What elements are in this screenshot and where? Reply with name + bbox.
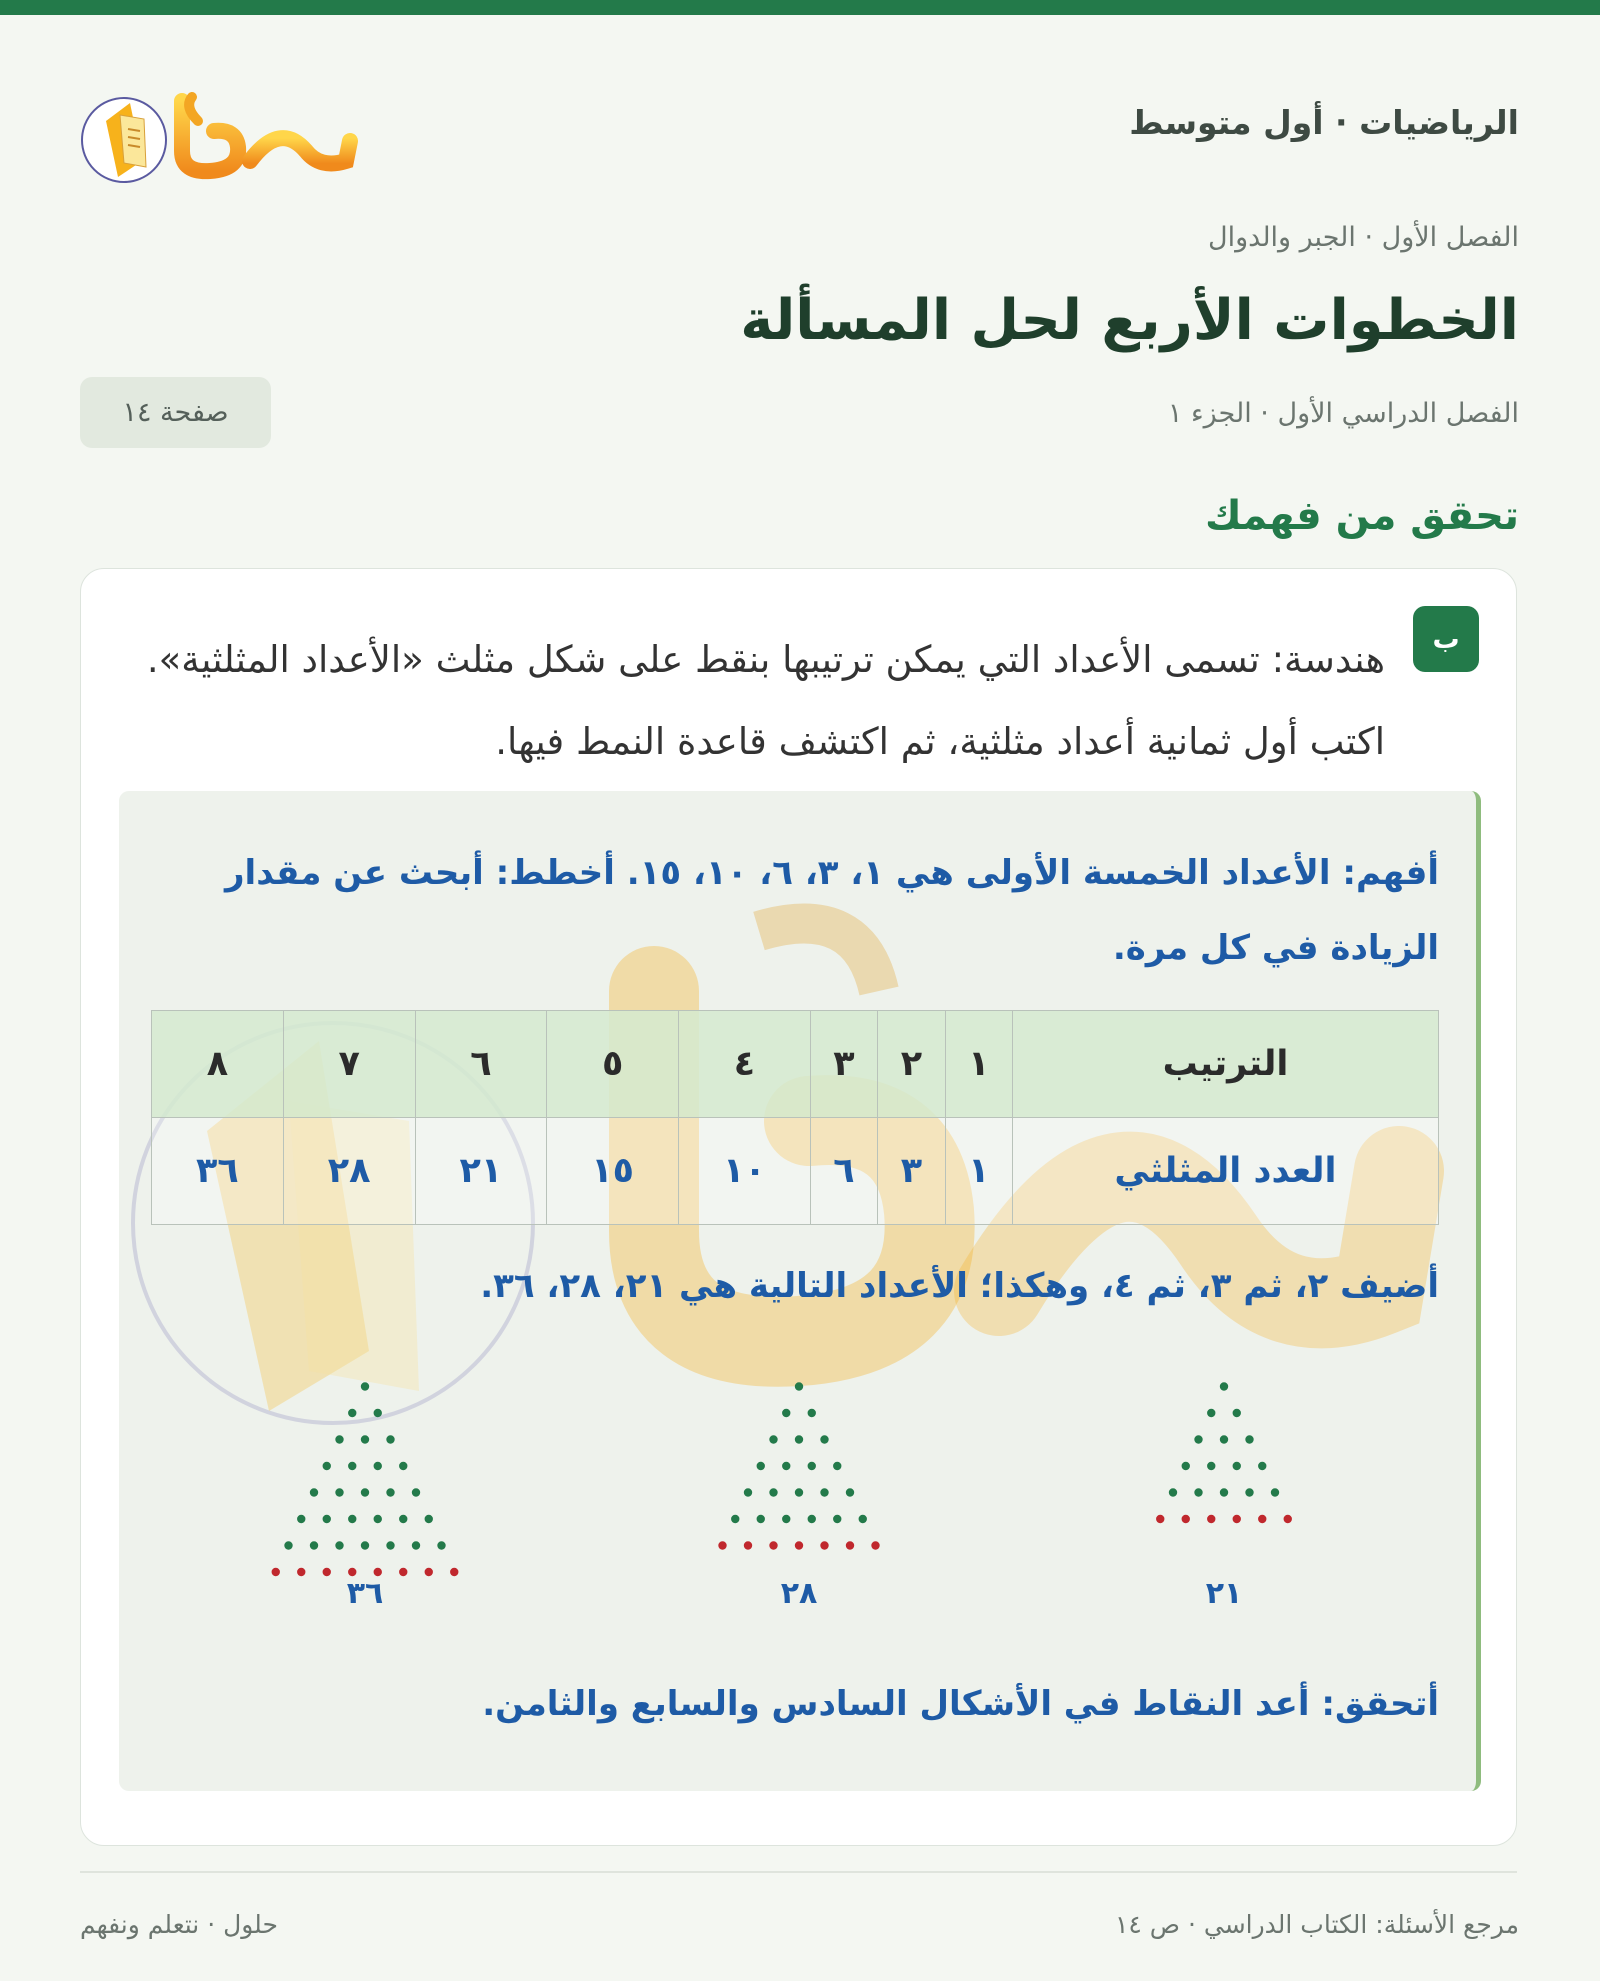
dot bbox=[425, 1515, 433, 1523]
footer-divider bbox=[80, 1871, 1517, 1873]
dot bbox=[412, 1541, 420, 1549]
dot bbox=[820, 1435, 828, 1443]
dot bbox=[374, 1462, 382, 1470]
dot bbox=[1245, 1435, 1253, 1443]
row-label-triangular: العدد المثلثي bbox=[1013, 1118, 1439, 1225]
step-check: أتحقق: أعد النقاط في الأشكال السادس والسابع والثامن. bbox=[482, 1684, 1439, 1724]
dot bbox=[323, 1515, 331, 1523]
dot bbox=[744, 1541, 752, 1549]
dot-figure-7 bbox=[718, 1382, 879, 1611]
dot bbox=[297, 1515, 305, 1523]
dot bbox=[744, 1488, 752, 1496]
dot bbox=[718, 1541, 726, 1549]
page bbox=[0, 15, 1600, 1981]
table-cell: ١٥ bbox=[547, 1118, 679, 1225]
dot bbox=[1245, 1488, 1253, 1496]
dot bbox=[386, 1488, 394, 1496]
dot bbox=[769, 1435, 777, 1443]
step-understand-plan: أفهم: الأعداد الخمسة الأولى هي ١، ٣، ٦، ١٠، ١٥. أخطط: أبحث عن مقدار الزيادة في كل مرة. bbox=[224, 853, 1439, 968]
table-cell: ٣ bbox=[810, 1011, 877, 1118]
figure-count-label: ٢٨ bbox=[780, 1576, 818, 1611]
dot bbox=[782, 1462, 790, 1470]
dot bbox=[323, 1462, 331, 1470]
dot bbox=[1258, 1462, 1266, 1470]
dot bbox=[386, 1435, 394, 1443]
dot bbox=[272, 1568, 280, 1576]
table-row-values bbox=[152, 1118, 1439, 1225]
dot bbox=[1207, 1515, 1215, 1523]
table-cell: ١ bbox=[945, 1118, 1012, 1225]
table-cell: ٥ bbox=[547, 1011, 679, 1118]
table-cell: ٧ bbox=[283, 1011, 415, 1118]
dot bbox=[795, 1435, 803, 1443]
dot bbox=[1194, 1435, 1202, 1443]
dot bbox=[1233, 1515, 1241, 1523]
dot bbox=[769, 1488, 777, 1496]
dot bbox=[795, 1541, 803, 1549]
dot bbox=[782, 1515, 790, 1523]
dot bbox=[1271, 1488, 1279, 1496]
table-cell: ٤ bbox=[679, 1011, 811, 1118]
row-label-order: الترتيب bbox=[1013, 1011, 1439, 1118]
dot bbox=[1169, 1488, 1177, 1496]
dot bbox=[361, 1541, 369, 1549]
step-pattern: أضيف ٢، ثم ٣، ثم ٤، وهكذا؛ الأعداد التالية هي ٢١، ٢٨، ٣٦. bbox=[480, 1266, 1439, 1306]
dot bbox=[284, 1541, 292, 1549]
section-title: تحقق من فهمك bbox=[1205, 493, 1519, 539]
dot bbox=[1284, 1515, 1292, 1523]
table-row-order bbox=[152, 1011, 1439, 1118]
dot bbox=[335, 1435, 343, 1443]
dot bbox=[859, 1515, 867, 1523]
dot bbox=[437, 1541, 445, 1549]
dot bbox=[361, 1382, 369, 1390]
dot bbox=[808, 1515, 816, 1523]
table-cell: ٢٨ bbox=[283, 1118, 415, 1225]
dot bbox=[1207, 1409, 1215, 1417]
dot bbox=[1258, 1515, 1266, 1523]
dot bbox=[386, 1541, 394, 1549]
dot bbox=[833, 1515, 841, 1523]
dot bbox=[757, 1515, 765, 1523]
dot bbox=[348, 1409, 356, 1417]
footer-brand: حلول · نتعلم ونفهم bbox=[80, 1910, 278, 1939]
dot bbox=[808, 1462, 816, 1470]
table-cell: ٦ bbox=[415, 1011, 547, 1118]
dot bbox=[1194, 1488, 1202, 1496]
dot bbox=[769, 1541, 777, 1549]
lesson-title: الخطوات الأربع لحل المسألة bbox=[740, 288, 1519, 353]
table-cell: ٣٦ bbox=[152, 1118, 284, 1225]
dot bbox=[1220, 1382, 1228, 1390]
hulul-logo[interactable] bbox=[80, 81, 360, 193]
figure-count-label: ٢١ bbox=[1205, 1576, 1243, 1611]
dot-triangle-figures bbox=[119, 1351, 1476, 1681]
dot bbox=[871, 1541, 879, 1549]
dot bbox=[412, 1488, 420, 1496]
dot bbox=[399, 1462, 407, 1470]
semester-label: الفصل الدراسي الأول · الجزء ١ bbox=[1167, 398, 1519, 429]
dot bbox=[310, 1541, 318, 1549]
dot bbox=[348, 1568, 356, 1576]
dot bbox=[808, 1409, 816, 1417]
dot bbox=[846, 1541, 854, 1549]
table-cell: ٢ bbox=[878, 1011, 945, 1118]
dot bbox=[795, 1382, 803, 1390]
table-cell: ٣ bbox=[878, 1118, 945, 1225]
dot bbox=[310, 1488, 318, 1496]
table-cell: ١٠ bbox=[679, 1118, 811, 1225]
table-cell: ٢١ bbox=[415, 1118, 547, 1225]
dot bbox=[1182, 1515, 1190, 1523]
dot bbox=[846, 1488, 854, 1496]
question-card bbox=[80, 568, 1517, 1846]
dot bbox=[374, 1515, 382, 1523]
dot bbox=[757, 1462, 765, 1470]
dot bbox=[335, 1541, 343, 1549]
dot bbox=[820, 1541, 828, 1549]
dot bbox=[1182, 1462, 1190, 1470]
page-badge: صفحة ١٤ bbox=[80, 377, 271, 448]
question-badge: ب bbox=[1413, 606, 1479, 672]
dot bbox=[361, 1488, 369, 1496]
dot bbox=[1220, 1435, 1228, 1443]
subject-title: الرياضيات · أول متوسط bbox=[1129, 103, 1519, 142]
dot bbox=[297, 1568, 305, 1576]
dot bbox=[782, 1409, 790, 1417]
solution-box bbox=[119, 791, 1481, 1791]
chapter-breadcrumb: الفصل الأول · الجبر والدوال bbox=[1207, 222, 1519, 253]
table-cell: ٦ bbox=[810, 1118, 877, 1225]
dot bbox=[361, 1435, 369, 1443]
triangular-numbers-table bbox=[151, 1010, 1439, 1225]
table-cell: ٨ bbox=[152, 1011, 284, 1118]
table-cell: ١ bbox=[945, 1011, 1012, 1118]
question-text: هندسة: تسمى الأعداد التي يمكن ترتيبها بنقط على شكل مثلث «الأعداد المثلثية». اكتب أول ثمانية أعداد مثلثية، ثم اكتشف قاعدة النمط فيها. bbox=[146, 638, 1385, 763]
dot bbox=[1156, 1515, 1164, 1523]
figure-count-label: ٣٦ bbox=[346, 1576, 384, 1611]
dot bbox=[374, 1409, 382, 1417]
dot bbox=[833, 1462, 841, 1470]
dot bbox=[399, 1515, 407, 1523]
dot bbox=[374, 1568, 382, 1576]
dot bbox=[425, 1568, 433, 1576]
dot bbox=[1207, 1462, 1215, 1470]
dot-figure-8 bbox=[272, 1382, 459, 1611]
dot bbox=[1220, 1488, 1228, 1496]
dot bbox=[731, 1515, 739, 1523]
dot bbox=[348, 1515, 356, 1523]
dot bbox=[335, 1488, 343, 1496]
dot bbox=[323, 1568, 331, 1576]
dot bbox=[795, 1488, 803, 1496]
dot-figure-6 bbox=[1156, 1382, 1292, 1611]
footer-reference: مرجع الأسئلة: الكتاب الدراسي · ص ١٤ bbox=[1114, 1910, 1519, 1939]
dot bbox=[1233, 1409, 1241, 1417]
dot bbox=[450, 1568, 458, 1576]
dot bbox=[820, 1488, 828, 1496]
dot bbox=[348, 1462, 356, 1470]
dot bbox=[399, 1568, 407, 1576]
dot bbox=[1233, 1462, 1241, 1470]
top-accent-bar bbox=[0, 0, 1600, 15]
